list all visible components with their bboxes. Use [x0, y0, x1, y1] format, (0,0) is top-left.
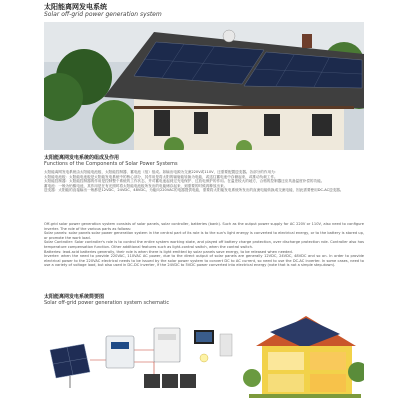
- battery-bank-icon: [144, 374, 196, 388]
- paragraph-en-2: Solar panels: solar panels solar power generation system in the central part of its role is to the sun's light energy is converted to electrical energy, or to the battery is stored up, or promote the work load.: [44, 231, 364, 240]
- paragraph-en-3: Solar Controller: Solar controller's role is to control the entire system working state, and played off battery charge protection, over discharge protection role. Controller also has temperature compensation function. Other additional features such as light-control switch, when the control switch.: [44, 240, 364, 249]
- paragraph-zh-5: 逆变器：太阳能的直接输出一般都是12VDC、24VDC、48VDC。为能向220VAC的电器提供电能，需要将太阳能发电系统所发出的直流电能转换成交流电能，因此需要使用DC-AC逆变器。: [44, 188, 344, 193]
- paragraph-en-1: Off-grid solar power generation system consists of solar panels, solar controller, batteries (bank). Such as the output power supply for AC 220V or 110V, also need to configure inverter. The role of the various parts as follows:: [44, 222, 364, 231]
- paragraph-en-4: Batteries: lead-acid batteries generally, their role is when there is light emitted by solar panels save energy, to be released when needed.: [44, 249, 293, 254]
- solar-panel-icon: [50, 344, 90, 388]
- section-title-schematic-en: Solar off-grid power generation system schematic: [44, 300, 170, 306]
- paragraph-zh-1: 太阳能离网发电系统由太阳能电池板、太阳能控制器、蓄电池（组）组成。如输出电源为交流220V或110V，还需要配置逆变器。各部分的作用为：: [44, 170, 279, 174]
- paragraph-zh-3: 太阳能控制器：太阳能控制器的作用是控制整个系统的工作状态，并对蓄电池起到过充电保护、过放电保护的作用。在温差较大的地方，合格的控制器还应具备温度补偿的功能。: [44, 179, 325, 184]
- components-text-en: [44, 222, 364, 268]
- section-title-components-zh: 太阳能离网发电系统的组成及作用: [44, 155, 120, 161]
- inverter-icon: [154, 328, 180, 362]
- controller-icon: [106, 336, 134, 368]
- paragraph-en-5: Inverter: when the need to provide 220VAC, 110VAC AC power, due to the direct output of solar panels are generally 12VDC, 24VDC, 48VDC and so on. In order to provide electrical power to the 220VAC electrical needs to be issued by the solar power system to convert DC to AC current, so need to use the DC-AC inverter. In some cases, need to use a variety of voltage load, but also used in DC-DC inverter, if the 24VDC to 5VDC power converted into electrical energy (note that is not a simple step-down).: [44, 254, 364, 268]
- system-schematic: [44, 310, 364, 400]
- paragraph-zh-2: 太阳能电池板：太阳能电池板是太阳能发电系统中的核心部分，其作用是将太阳的辐射能转换为电能，或送往蓄电池中存储起来，或推动负载工作。: [44, 174, 278, 179]
- components-text-zh: [44, 170, 364, 193]
- house-cutaway-icon: [243, 316, 364, 398]
- paragraph-zh-4: 蓄电池：一般为铅酸电池，其作用是在有光照时将太阳能电池板所发出的电能储存起来，到需要的时候再释放出来。: [44, 183, 228, 188]
- page-title-en: Solar off-grid power generation system: [44, 11, 162, 18]
- page-title-zh: 太阳能离网发电系统: [44, 3, 107, 11]
- section-title-schematic-zh: 太阳能离网发电系统简要图: [44, 294, 105, 300]
- document-page: [44, 0, 364, 400]
- section-title-components-en: Functions of the Components of Solar Power Systems: [44, 161, 178, 167]
- appliances-icon: [194, 330, 232, 362]
- solar-house-photo: [44, 22, 364, 150]
